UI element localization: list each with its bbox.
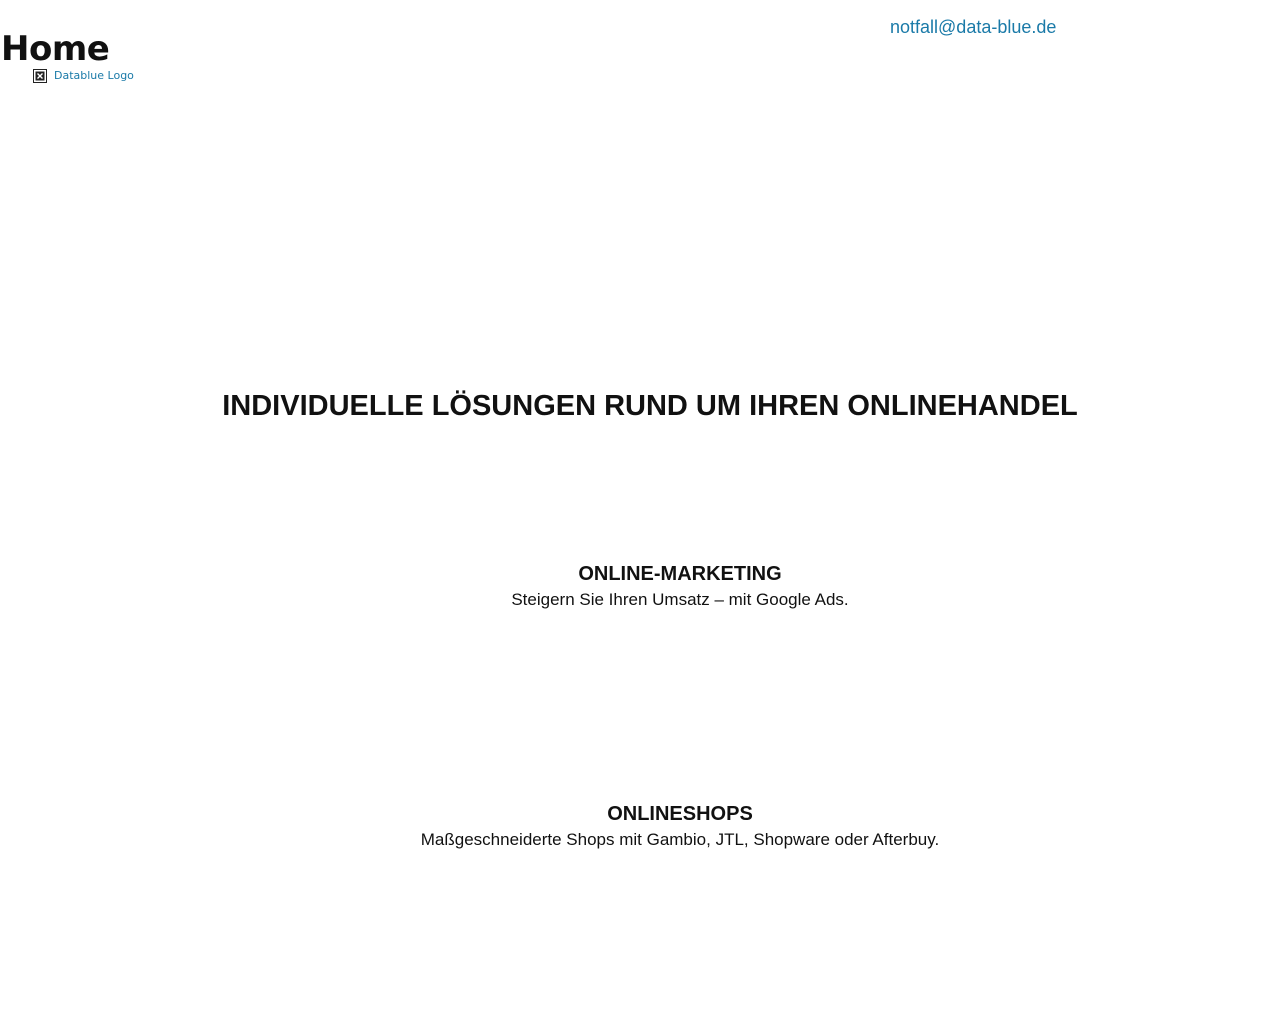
- service-description: Maßgeschneiderte Shops mit Gambio, JTL, Shopware oder Afterbuy.: [420, 830, 940, 849]
- page-title: Home: [1, 29, 110, 69]
- service-title: ONLINESHOPS: [607, 803, 753, 825]
- emergency-email-link[interactable]: notfall@data-blue.de: [890, 17, 1057, 37]
- service-title: ONLINE-MARKETING: [578, 563, 782, 585]
- service-online-marketing: [330, 562, 1030, 611]
- hero-heading: INDIVIDUELLE LÖSUNGEN RUND UM IHREN ONLINEHANDEL: [222, 390, 1078, 422]
- logo-link[interactable]: [33, 69, 134, 83]
- logo-alt-text: Datablue Logo: [54, 69, 134, 82]
- service-description: Steigern Sie Ihren Umsatz – mit Google Ads.: [511, 590, 849, 609]
- service-onlineshops: [330, 802, 1030, 851]
- broken-image-icon: [33, 69, 47, 83]
